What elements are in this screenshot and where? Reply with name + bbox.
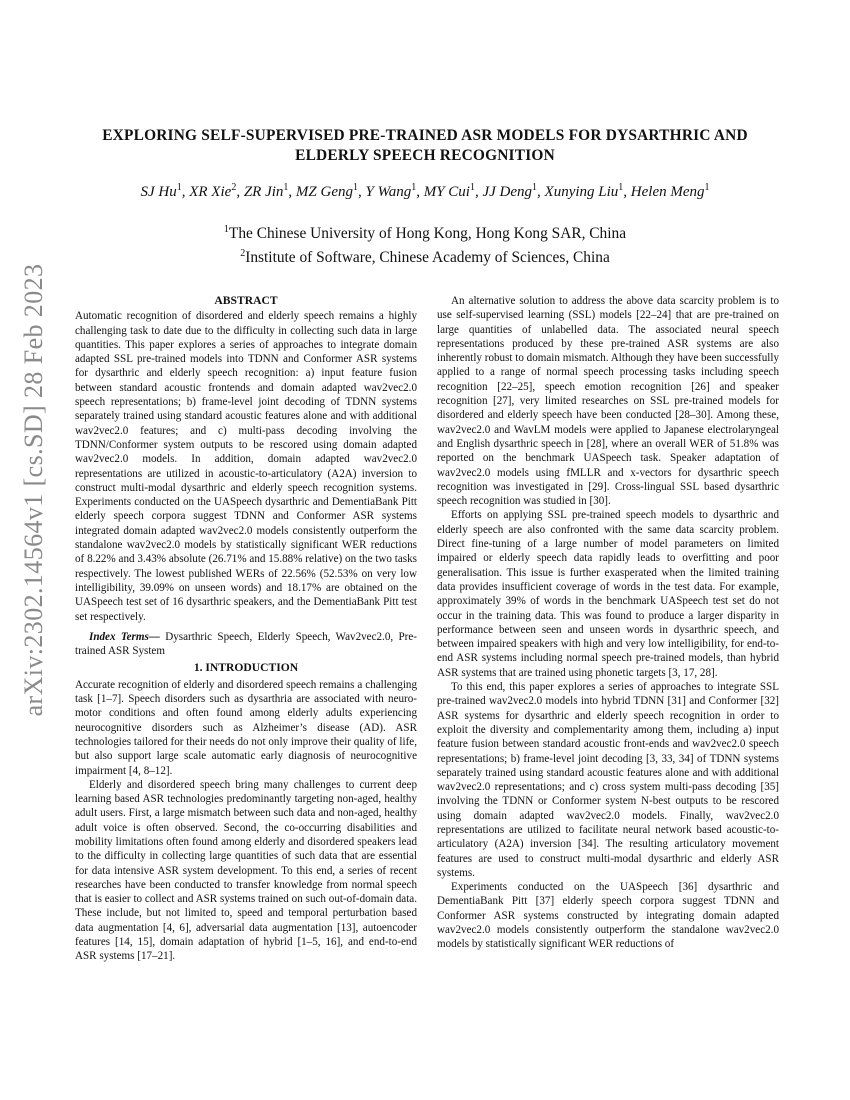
- author: SJ Hu$^1$,: [140, 182, 190, 200]
- author: XR Xie$^2$,: [189, 182, 244, 200]
- affiliation: $^2$Institute of Software, Chinese Academy of Sciences, China: [240, 248, 610, 267]
- title-line-1: EXPLORING SELF-SUPERVISED PRE-TRAINED ASR MODELS FOR DYSARTHRIC AND: [102, 127, 748, 144]
- left-column: [75, 294, 417, 964]
- section-heading-introduction: 1. INTRODUCTION: [193, 661, 299, 675]
- index-terms-text: Dysarthric Speech, Elderly Speech, Wav2vec2.0, Pre-trained ASR System: [75, 630, 417, 658]
- author-list: [70, 182, 780, 201]
- author: MZ Geng$^1$,: [295, 182, 366, 200]
- intro-paragraph: Experiments conducted on the UASpeech [36] dysarthric and DementiaBank Pitt [37] elderly speech corpora suggest TDNN and Conformer ASR systems constructed by integrating domain adapted wav2vec2.0 models consistently outperform the standalone wav2vec2.0 models by statistically significant WER reductions of: [437, 881, 779, 951]
- paper-title: [70, 126, 780, 166]
- author: Xunying Liu$^1$,: [544, 182, 631, 200]
- author: Y Wang$^1$,: [365, 182, 424, 200]
- affiliation: $^1$The Chinese University of Hong Kong, Hong Kong SAR, China: [223, 224, 627, 243]
- author: MY Cui$^1$,: [423, 182, 483, 200]
- author: ZR Jin$^1$,: [243, 182, 296, 200]
- intro-paragraph: Elderly and disordered speech bring many challenges to current deep learning based ASR technologies predominantly targeting non-aged, healthy adult users. First, a large mismatch between such data and non-aged, healthy adult voice is often observed. Second, the co-occurring disabilities and mobility limitations often found among elderly and disordered speakers lead to the difficulty in collecting large quantities of such data that are essential for data intensive ASR system development. To this end, a series of recent researches have been conducted to transfer knowledge from normal speech that is easier to collect and ASR systems trained on such out-of-domain data. These include, but not limited to, speed and temporal perturbation based data augmentation [4, 6], adversarial data augmentation [13], autoencoder features [14, 15], domain adaptation of hybrid [1–5, 16], and end-to-end ASR systems [17–21].: [75, 778, 417, 963]
- title-line-2: ELDERLY SPEECH RECOGNITION: [295, 147, 555, 164]
- index-terms-label: Index Terms—: [89, 630, 160, 643]
- abstract-heading: ABSTRACT: [214, 294, 278, 307]
- affiliations: [70, 220, 780, 268]
- arxiv-sidebar: [12, 263, 56, 717]
- abstract-text: Automatic recognition of disordered and elderly speech remains a highly challenging task to date due to the difficulty in collecting such data in large quantities. This paper explores a series of approaches to integrate domain adapted SSL pre-trained models into TDNN and Conformer ASR systems for dysarthric and elderly speech recognition: a) input feature fusion between standard acoustic frontends and domain adapted wav2vec2.0 speech representations; b) frame-level joint decoding of TDNN systems separately trained using standard acoustic features alone and with additional wav2vec2.0 features; and c) multi-pass decoding involving the TDNN/Conformer system outputs to be rescored using domain adapted wav2vec2.0 models. In addition, domain adapted wav2vec2.0 representations are utilized in acoustic-to-articulatory (A2A) inversion to construct multi-modal dysarthric and elderly speech recognition systems. Experiments conducted on the UASpeech dysarthric and DementiaBank Pitt elderly speech corpora suggest TDNN and Conformer ASR systems integrated domain adapted wav2vec2.0 models consistently outperform the standalone wav2vec2.0 models by statistically significant WER reductions of 8.22% and 3.43% absolute (26.71% and 15.88% relative) on the two tasks respectively. The lowest published WERs of 22.56% (52.53% on very low intelligibility, 39.09% on unseen words) and 18.17% are obtained on the UASpeech test set of 16 dysarthric speakers, and the DementiaBank Pitt test set respectively.: [75, 310, 417, 623]
- intro-paragraph: An alternative solution to address the above data scarcity problem is to use self-supervised learning (SSL) models [22–24] that are pre-trained on large quantities of unlabelled data. The associated neural speech representations produced by these pre-trained ASR systems are also inherently robust to domain mismatch. Although they have been successfully applied to a range of normal speech processing tasks including speech recognition [22–25], speech emotion recognition [26] and speaker recognition [27], very limited researches on SSL pre-trained models for disordered and elderly speech have been conducted [28–30]. Among these, wav2vec2.0 and WavLM models were applied to Japanese electrolaryngeal and English dysarthric speech in [28], where an overall WER of 51.8% was reported on the benchmark UASpeech task. Speaker adaptation of wav2vec2.0 models using fMLLR and x-vectors for dysarthric speech recognition was investigated in [29]. Cross-lingual SSL based dysarthric speech recognition was studied in [30].: [437, 295, 779, 508]
- author: JJ Deng$^1$,: [482, 182, 545, 200]
- intro-paragraph: Accurate recognition of elderly and disordered speech remains a challenging task [1–7]. Speech disorders such as dysarthria are associated with neuro-motor conditions and often found among elderly adults experiencing neurocognitive disorders such as Alzheimer’s disease (AD). ASR technologies tailored for their needs do not only improve their quality of life, but also support large scale automatic early diagnosis of neurocognitive impairment [4, 8–12].: [75, 678, 417, 777]
- index-terms: [75, 630, 417, 659]
- arxiv-identifier: arXiv:2302.14564v1 [cs.SD] 28 Feb 2023: [19, 263, 48, 717]
- intro-paragraph: Efforts on applying SSL pre-trained speech models to dysarthric and elderly speech are also confronted with the same data scarcity problem. Direct fine-tuning of a large number of model parameters on limited impaired or elderly speech data rapidly leads to overfitting and poor generalisation. This issue is further exasperated when the limited training data provides insufficient coverage of words in the test data. For example, approximately 39% of words in the benchmark UASpeech test set do not occur in the training data. This was found to produce a larger disparity in performance between seen and unseen words in dysarthric speech, and between impaired speakers with high and very low intelligibility, for end-to-end ASR systems including normal speech pre-trained models, than hybrid ASR systems that are trained using phonetic targets [3, 17, 28].: [437, 509, 779, 679]
- author: Helen Meng$^1$: [630, 182, 710, 200]
- intro-paragraph: To this end, this paper explores a series of approaches to integrate SSL pre-trained wav2vec2.0 models into hybrid TDNN [31] and Conformer [32] ASR systems for dysarthric and elderly speech recognition in order to exploit the diversity and complementarity among them, including a) input feature fusion between standard acoustic front-ends and wav2vec2.0 speech representations; b) frame-level joint decoding [3, 33, 34] of TDNN systems separately trained using standard acoustic features alone and with additional wav2vec2.0 representations; and c) cross system multi-pass decoding [35] involving the TDNN or Conformer system N-best outputs to be rescored using domain adapted wav2vec2.0 models. Finally, wav2vec2.0 representations are utilized to facilitate neural network based acoustic-to-articulatory (A2A) inversion [34]. The resulting articulatory movement features are used to construct multi-modal dysarthric and elderly ASR systems.: [437, 681, 779, 879]
- right-column: [437, 294, 779, 952]
